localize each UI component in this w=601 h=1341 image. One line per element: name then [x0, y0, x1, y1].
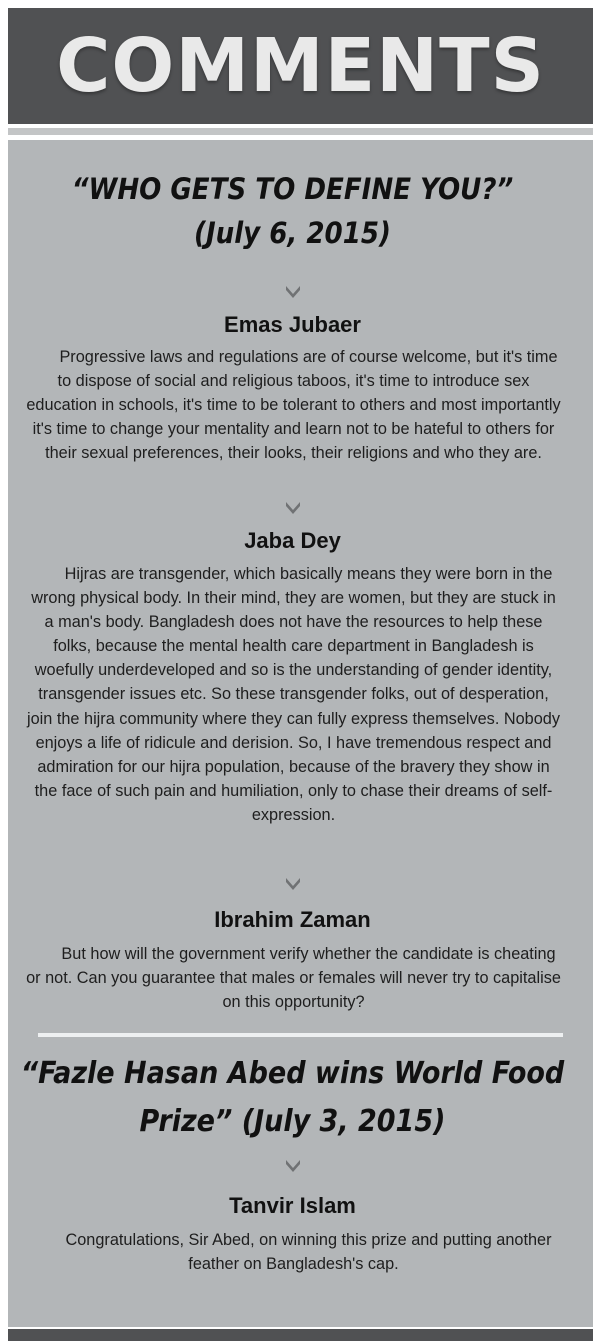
comment-text: Hijras are transgender, which basically means they were born in the wrong physical body. In their mind, they are women, but they are stuck in a man's body. Bangladesh does not have the resources to help these folks, because the mental health care department in Bangladesh is woefully underdeveloped and so is the understanding of gender identity, transgender issues etc. So these transgender folks, out of desperation, join the hijra community where they can fully express themselves. Nobody enjoys a life of ridicule and derision. So, I have tremendous respect and admiration for our hijra population, because of the bravery they show in the face of such pain and humiliation, only to chase their dreams of self-expression. — [26, 565, 560, 824]
comment-author: Ibrahim Zaman — [214, 907, 371, 932]
comment-author: Tanvir Islam — [229, 1193, 356, 1218]
comment-text: But how will the government verify whether the candidate is cheating or not. Can you guarantee that males or females will never try to capitalise on this opportunity? — [26, 945, 561, 1012]
footer-bar — [8, 1329, 593, 1341]
article-title: “WHO GETS TO DEFINE YOU?” — [71, 172, 514, 206]
article-date: (July 6, 2015) — [194, 216, 391, 250]
section-divider — [38, 1033, 563, 1037]
comment-author: Emas Jubaer — [224, 312, 361, 337]
chevron-down-icon — [282, 1158, 304, 1174]
header-divider — [8, 128, 593, 135]
comment-text: Progressive laws and regulations are of course welcome, but it's time to dispose of social and religious taboos, it's time to introduce sex education in schools, it's time to be tolerant to others and most importantly it's time to change your mentality and learn not to be hateful to others for their sexual preferences, their looks, their religions and who they are. — [26, 348, 561, 463]
comment-text: Congratulations, Sir Abed, on winning this prize and putting another feather on Bangladesh's cap. — [65, 1231, 552, 1274]
comment-author: Jaba Dey — [244, 528, 341, 553]
article-title: “Fazle Hasan Abed wins World Food — [20, 1056, 565, 1091]
chevron-down-icon — [282, 500, 304, 516]
chevron-down-icon — [282, 284, 304, 300]
article-date: Prize” (July 3, 2015) — [139, 1104, 446, 1139]
header-banner — [8, 8, 593, 124]
chevron-down-icon — [282, 876, 304, 892]
page-title: COMMENTS — [56, 23, 545, 109]
